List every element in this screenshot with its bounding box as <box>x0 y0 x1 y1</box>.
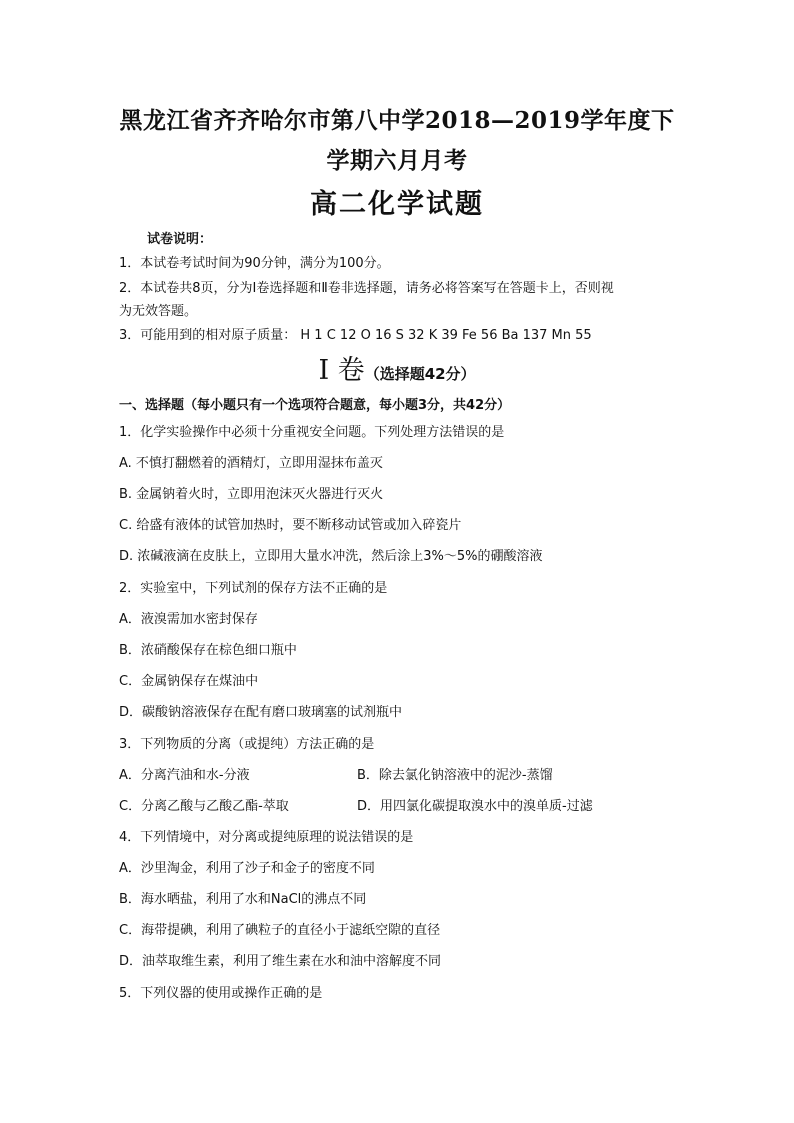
option-a: A. 不慎打翻燃着的酒精灯，立即用湿抹布盖灭 <box>119 456 383 471</box>
option-d: D．碳酸钠溶液保存在配有磨口玻璃塞的试剂瓶中 <box>119 705 403 720</box>
exam-title-line1: 黑龙江省齐齐哈尔市第八中学2018—2019学年度下 <box>119 107 675 134</box>
instructions-heading: 试卷说明： <box>147 232 213 247</box>
option-b: B．除去氯化钠溶液中的泥沙-蒸馏 <box>357 768 553 783</box>
option-a: A．液溴需加水密封保存 <box>119 612 258 627</box>
instruction-item: 为无效答题。 <box>119 304 198 319</box>
section-note: （选择题42分） <box>364 365 476 383</box>
exam-title-line2: 学期六月月考 <box>326 147 468 174</box>
option-b: B. 金属钠着火时，立即用泡沫灭火器进行灭火 <box>119 487 384 502</box>
option-d: D．油萃取维生素，利用了维生素在水和油中溶解度不同 <box>119 954 442 969</box>
option-b: B．海水晒盐，利用了水和NaCl的沸点不同 <box>119 892 367 907</box>
option-d: D. 浓碱液滴在皮肤上，立即用大量水冲洗，然后涂上3%～5%的硼酸溶液 <box>119 549 543 564</box>
instruction-item: 1．本试卷考试时间为90分钟，满分为100分。 <box>119 256 390 271</box>
exam-subject-title: 高二化学试题 <box>310 189 484 220</box>
section-heading <box>0 348 794 387</box>
option-a: A．沙里淘金，利用了沙子和金子的密度不同 <box>119 861 375 876</box>
part-heading: 一、选择题（每小题只有一个选项符合题意，每小题3分，共42分） <box>119 398 511 413</box>
option-a: A．分离汽油和水-分液 <box>119 768 250 783</box>
atomic-mass-line: 3．可能用到的相对原子质量： H 1 C 12 O 16 S 32 K 39 Fe 56 Ba 137 Mn 55 <box>119 328 592 343</box>
option-c: C．金属钠保存在煤油中 <box>119 674 259 689</box>
option-c: C．海带提碘，利用了碘粒子的直径小于滤纸空隙的直径 <box>119 923 441 938</box>
question-stem: 1．化学实验操作中必须十分重视安全问题。下列处理方法错误的是 <box>119 425 505 440</box>
option-b: B．浓硝酸保存在棕色细口瓶中 <box>119 643 297 658</box>
instruction-item: 2．本试卷共8页，分为Ⅰ卷选择题和Ⅱ卷非选择题，请务必将答案写在答题卡上，否则视 <box>119 281 614 296</box>
option-c: C. 给盛有液体的试管加热时，要不断移动试管或加入碎瓷片 <box>119 518 462 533</box>
option-d: D．用四氯化碳提取溴水中的溴单质-过滤 <box>357 799 593 814</box>
question-stem: 5．下列仪器的使用或操作正确的是 <box>119 986 323 1001</box>
question-stem: 2．实验室中，下列试剂的保存方法不正确的是 <box>119 581 388 596</box>
section-roman: I 卷 <box>318 355 365 386</box>
question-stem: 3．下列物质的分离（或提纯）方法正确的是 <box>119 737 375 752</box>
option-c: C．分离乙酸与乙酸乙酯-萃取 <box>119 799 289 814</box>
question-stem: 4．下列情境中，对分离或提纯原理的说法错误的是 <box>119 830 414 845</box>
